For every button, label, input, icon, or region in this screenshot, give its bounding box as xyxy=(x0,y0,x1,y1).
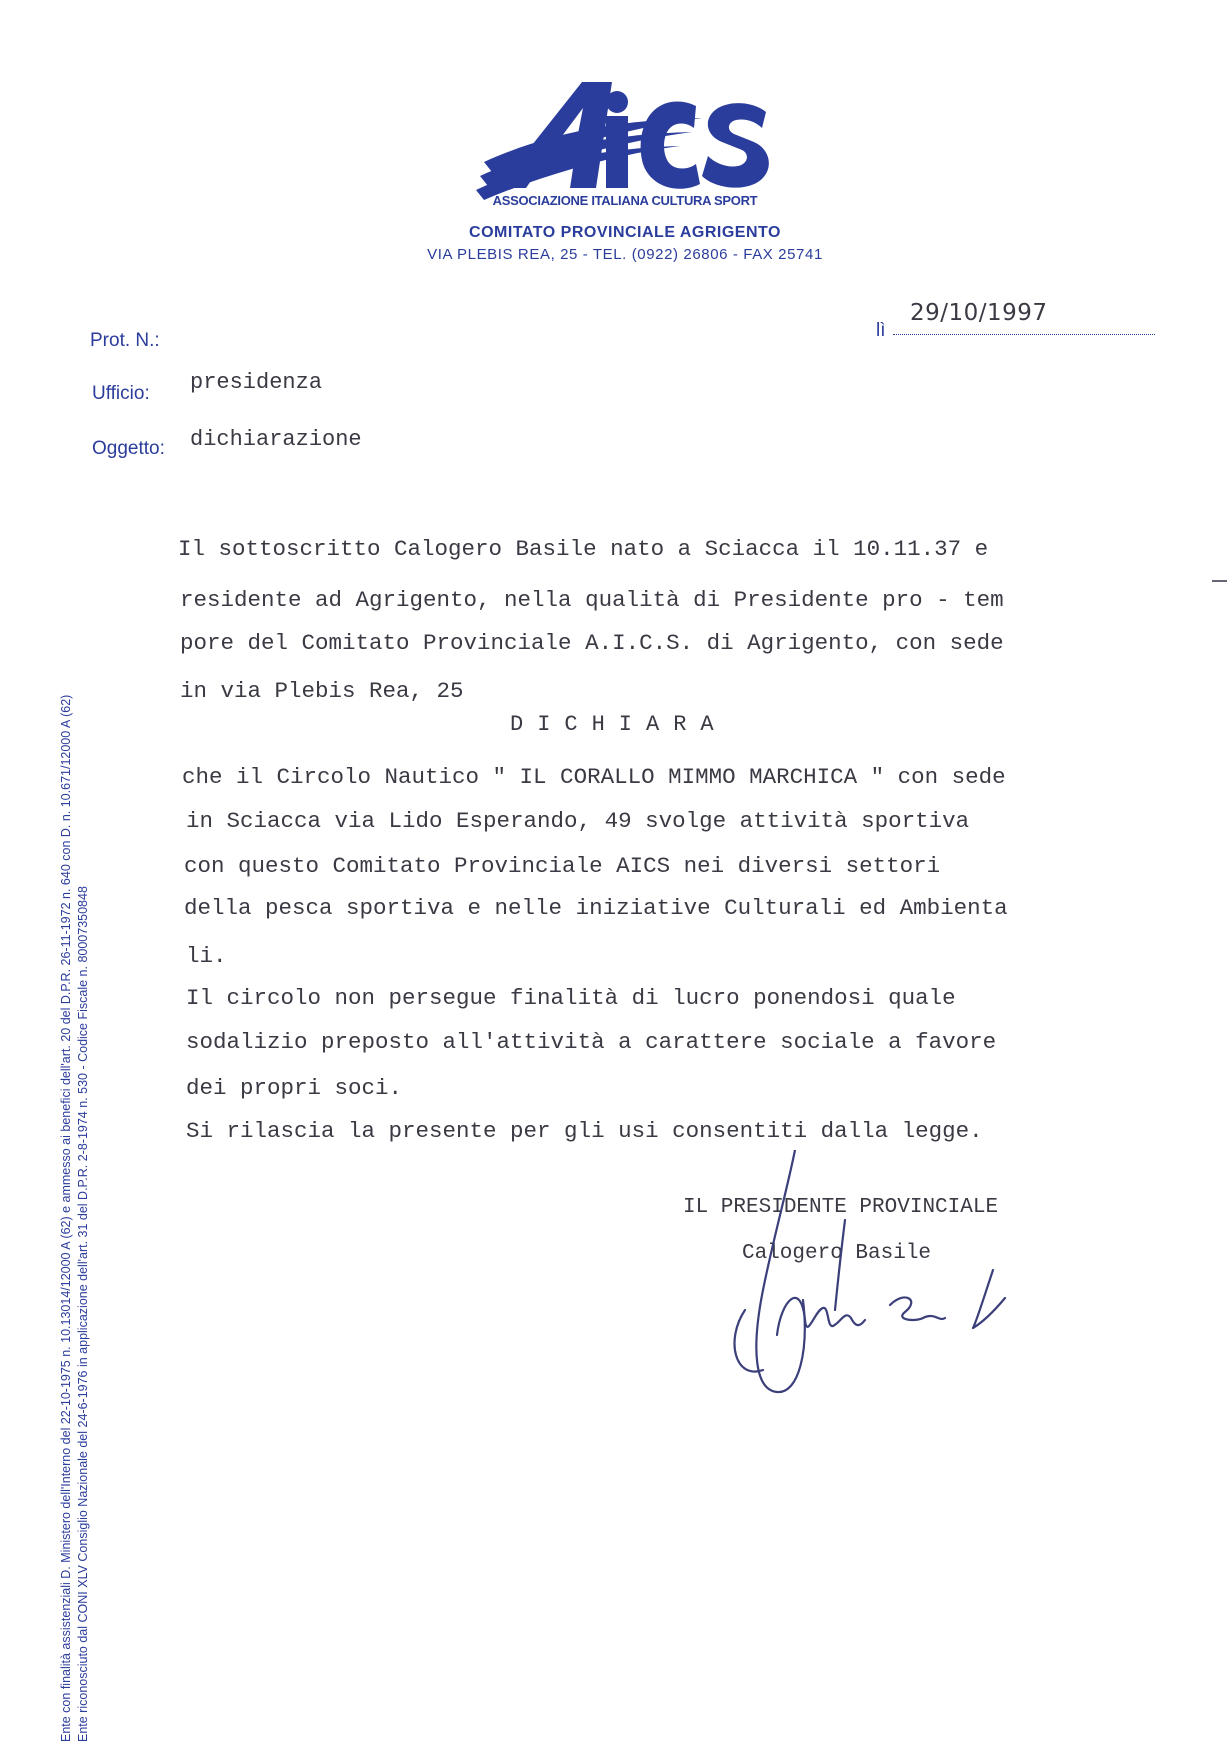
prot-label: Prot. N.: xyxy=(90,330,160,351)
body-line: con questo Comitato Provinciale AICS nei diversi settori xyxy=(184,853,941,879)
body-line: residente ad Agrigento, nella qualità di Presidente pro - tem xyxy=(180,587,1004,613)
body-line: pore del Comitato Provinciale A.I.C.S. di Agrigento, con sede xyxy=(180,630,1004,656)
committee-name: COMITATO PROVINCIALE AGRIGENTO xyxy=(469,224,781,241)
body-line: Il circolo non persegue finalità di lucro ponendosi quale xyxy=(186,985,956,1011)
letterhead-address: VIA PLEBIS REA, 25 - TEL. (0922) 26806 - FAX 25741 xyxy=(427,246,823,263)
oggetto-value: dichiarazione xyxy=(190,427,362,452)
body-line: sodalizio preposto all'attività a carattere sociale a favore xyxy=(186,1029,997,1055)
ufficio-label: Ufficio: xyxy=(92,383,150,404)
signatory-name: Calogero Basile xyxy=(742,1242,932,1265)
declaration-heading: DICHIARA xyxy=(510,712,728,737)
letter-date: 29/10/1997 xyxy=(910,300,1048,326)
body-line: che il Circolo Nautico " IL CORALLO MIMMO MARCHICA " con sede xyxy=(182,764,1006,790)
body-line: dei propri soci. xyxy=(186,1075,403,1101)
body-line: li. xyxy=(186,943,227,969)
signatory-title: IL PRESIDENTE PROVINCIALE xyxy=(683,1196,999,1219)
oggetto-label: Oggetto: xyxy=(92,438,165,459)
organization-name: ASSOCIAZIONE ITALIANA CULTURA SPORT xyxy=(492,193,758,208)
date-dotted-line xyxy=(893,334,1155,335)
legal-side-text xyxy=(58,372,92,1742)
body-line: della pesca sportiva e nelle iniziative Culturali ed Ambienta xyxy=(184,895,1008,921)
ufficio-value: presidenza xyxy=(190,370,323,395)
date-prefix: lì xyxy=(876,320,886,341)
edge-mark xyxy=(1212,580,1227,582)
body-line: Il sottoscritto Calogero Basile nato a Sciacca il 10.11.37 e xyxy=(178,536,989,562)
body-line: Si rilascia la presente per gli usi consentiti dalla legge. xyxy=(186,1118,983,1144)
aics-logo xyxy=(470,72,780,212)
legal-side-line-1: Ente con finalità assistenziali D. Ministero dell'Interno del 22-10-1975 n. 10.13014/12000 A (62) e ammesso ai benefici dell'art. 20 del D.P.R. 26-11-1972 n. 640 con D. n. 10.671/12000 A (62) xyxy=(59,694,73,1742)
body-line: in Sciacca via Lido Esperando, 49 svolge attività sportiva xyxy=(186,808,970,834)
handwritten-signature xyxy=(715,1150,1075,1410)
body-line: in via Plebis Rea, 25 xyxy=(180,678,464,704)
legal-side-line-2: Ente riconosciuto dal CONI XLV Consiglio Nazionale del 24-6-1976 in applicazione dell'art. 31 del D.P.R. 2-8-1974 n. 530 - Codice Fiscale n. 80007350848 xyxy=(76,886,90,1742)
